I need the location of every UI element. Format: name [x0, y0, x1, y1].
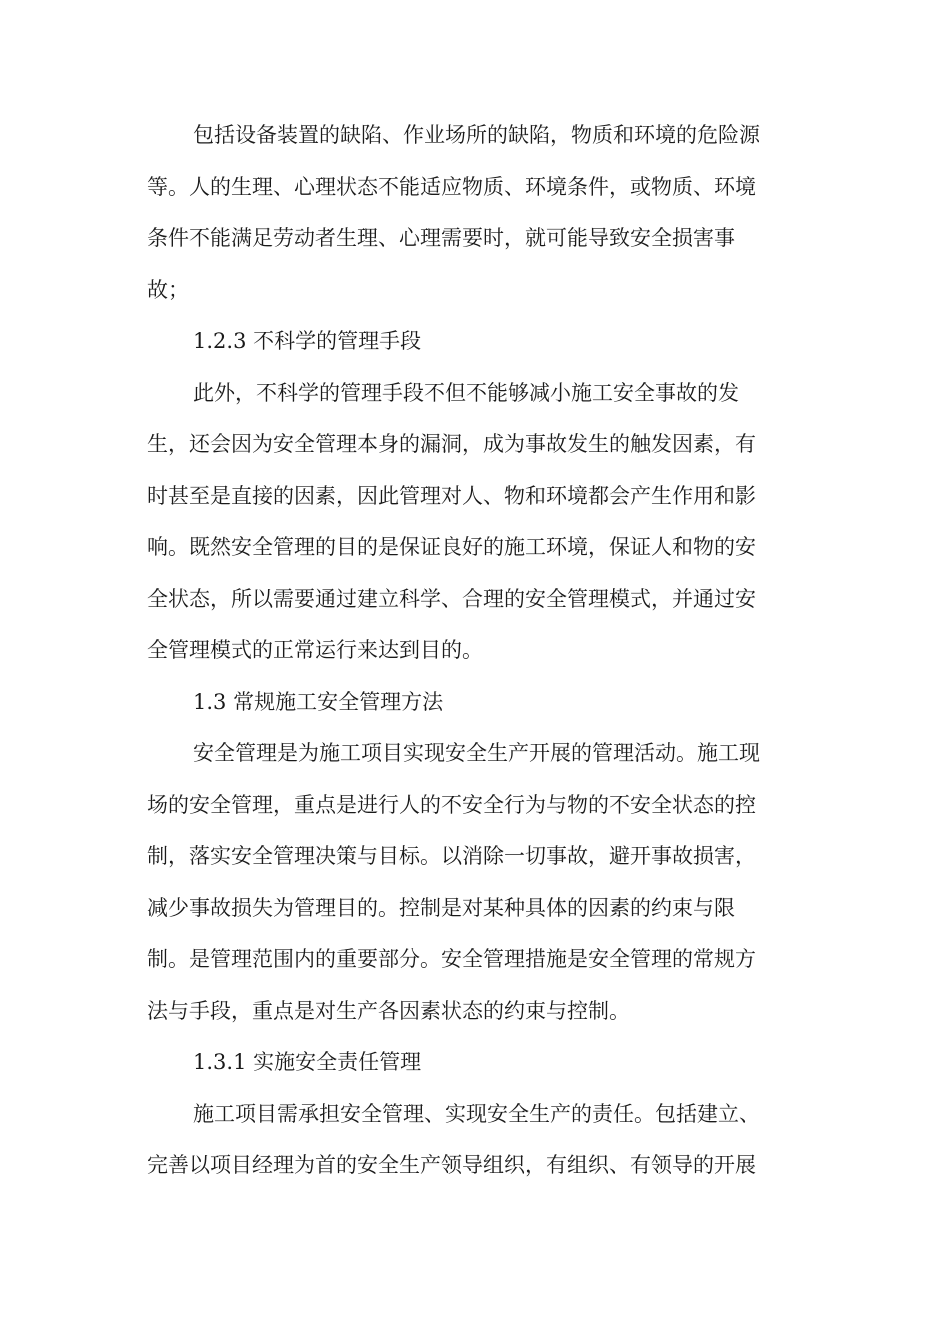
- text-line: 1.3 常规施工安全管理方法: [193, 689, 444, 714]
- text-line: 全状态，所以需要通过建立科学、合理的安全管理模式，并通过安: [147, 586, 756, 611]
- text-line: 时甚至是直接的因素，因此管理对人、物和环境都会产生作用和影: [147, 483, 756, 508]
- text-line: 场的安全管理，重点是进行人的不安全行为与物的不安全状态的控: [147, 792, 756, 817]
- text-line: 响。既然安全管理的目的是保证良好的施工环境，保证人和物的安: [147, 535, 756, 559]
- text-line: 条件不能满足劳动者生理、心理需要时，就可能导致安全损害事: [147, 226, 735, 250]
- text-line: 1.3.1 实施安全责任管理: [193, 1050, 422, 1074]
- text-line: 此外，不科学的管理手段不但不能够减小施工安全事故的发: [193, 380, 739, 405]
- text-line: 制。是管理范围内的重要部分。安全管理措施是安全管理的常规方: [147, 947, 756, 971]
- text-line: 1.2.3 不科学的管理手段: [193, 329, 422, 353]
- text-line: 法与手段，重点是对生产各因素状态的约束与控制。: [147, 998, 630, 1023]
- document-body: [147, 110, 797, 1192]
- text-line: 施工项目需承担安全管理、实现安全生产的责任。包括建立、: [193, 1101, 760, 1126]
- text-line: 安全管理是为施工项目实现安全生产开展的管理活动。施工现: [193, 741, 760, 765]
- text-line: 完善以项目经理为首的安全生产领导组织，有组织、有领导的开展: [147, 1153, 756, 1177]
- text-line: 故；: [147, 277, 189, 302]
- text-line: 包括设备装置的缺陷、作业场所的缺陷，物质和环境的危险源: [193, 123, 760, 147]
- text-line: 减少事故损失为管理目的。控制是对某种具体的因素的约束与限: [147, 895, 735, 920]
- text-line: 全管理模式的正常运行来达到目的。: [147, 638, 483, 662]
- text-line: 等。人的生理、心理状态不能适应物质、环境条件，或物质、环境: [147, 174, 756, 199]
- text-line: 制，落实安全管理决策与目标。以消除一切事故，避开事故损害，: [147, 844, 756, 868]
- text-line: 生，还会因为安全管理本身的漏洞，成为事故发生的触发因素，有: [147, 432, 756, 456]
